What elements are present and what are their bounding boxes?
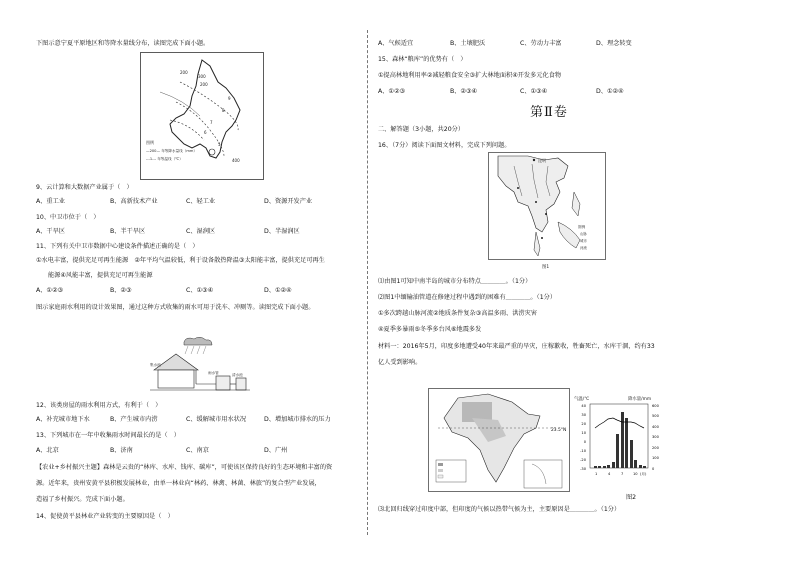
- q13-option-a[interactable]: A、北京: [36, 447, 59, 454]
- q9-stem: 9、云计算和大数据产业属于（ ）: [36, 184, 133, 191]
- intro-text-3-line-1: 【农业+乡村振兴主题】森林是云贵的“林库、水库、钱库、碳库”，可使该区保持良好的生态环境和丰富的资: [36, 464, 333, 471]
- q9-option-b[interactable]: B、高新技术产业: [110, 198, 158, 205]
- material-line-2: 亿人受到影响。: [378, 359, 422, 366]
- q10-option-b[interactable]: B、半干旱区: [110, 228, 146, 235]
- svg-text:40: 40: [581, 404, 586, 408]
- svg-text:20: 20: [581, 422, 586, 426]
- svg-text:200: 200: [652, 446, 659, 450]
- intro-text-2: 图示家庭雨水利用的设计效果图，通过这种方式收集的雨水可用于洗车、冲厕等。读图完成下面小题。: [36, 304, 315, 311]
- q13-option-d[interactable]: D、广州: [264, 447, 288, 454]
- svg-text:0: 0: [652, 467, 655, 471]
- rain-bar: [621, 412, 624, 468]
- climate-temp-axis-label: 气温/℃: [574, 397, 590, 402]
- q10-option-d[interactable]: D、半湿润区: [264, 228, 300, 235]
- svg-text:0: 0: [583, 440, 586, 444]
- q16-1: ⑴由图1可知中南半岛的城市分布特点＿＿＿＿。（1分）: [378, 278, 532, 285]
- rain-bar: [594, 466, 597, 468]
- part2-heading: 二、解答题（3小题，共20分）: [378, 126, 465, 133]
- q11-line-2: 能源④风能丰富，提供充足可再生能源: [48, 272, 153, 279]
- material-line-1: 材料一：2016年5月，印度多地遭受40年来最严重的旱灾，庄稼歉收，牲畜死亡，水库干涸，约有33: [378, 343, 655, 350]
- q14-option-d[interactable]: D、理念转变: [596, 40, 632, 47]
- intro-text-1: 下图示意宁夏平原地区和等降水量线分布，读图完成下面小题。: [36, 40, 210, 47]
- map-label: 200: [200, 82, 208, 87]
- svg-text:10: 10: [633, 472, 638, 476]
- climate-month-ticks: [595, 471, 647, 476]
- q9-options: [36, 198, 312, 206]
- svg-text:-10: -10: [580, 449, 586, 453]
- q13-option-c[interactable]: C、南京: [186, 447, 209, 454]
- q13-stem: 13、下列城市在一年中收集雨水时间最长的是（ ）: [36, 432, 180, 439]
- diagram-label-tank: 清水池: [232, 373, 243, 377]
- svg-text:10: 10: [581, 431, 586, 435]
- q9-option-a[interactable]: A、重工业: [36, 198, 65, 205]
- southeast-asia-map: [488, 152, 606, 270]
- climate-rain-axis-label: 降水量/mm: [628, 397, 652, 402]
- svg-text:600: 600: [652, 404, 659, 408]
- map-label: 9: [228, 96, 231, 101]
- map1-legend-title: 图例: [146, 140, 154, 145]
- map-label: 300: [198, 74, 206, 79]
- q12-option-c[interactable]: C、缓解城市用水状况: [186, 416, 247, 423]
- q9-option-d[interactable]: D、资源开发产业: [264, 198, 313, 205]
- q14-options: [378, 40, 632, 48]
- rain-bar: [607, 465, 610, 468]
- ningxia-map: [140, 52, 264, 180]
- svg-text:400: 400: [652, 425, 659, 429]
- svg-text:(月): (月): [640, 472, 647, 476]
- map-label: 200: [180, 70, 188, 75]
- map2-legend-city: 城市: [580, 239, 587, 243]
- svg-text:-20: -20: [580, 458, 586, 462]
- rainwater-diagram: [150, 336, 250, 396]
- rain-bar: [603, 466, 606, 468]
- map2-legend-title: 图例: [578, 225, 586, 229]
- q11-option-c[interactable]: C、①③④: [186, 287, 214, 294]
- svg-text:-30: -30: [580, 467, 586, 471]
- q13-option-b[interactable]: B、济南: [110, 447, 133, 454]
- figure-2-caption: 图2: [626, 494, 637, 501]
- rain-bar: [634, 460, 637, 468]
- intro-text-3-line-2: 源。近年来，贵州安黄平县积极发展林业，由单一林业向“林药、林禽、林菌、林旅”的复合型产业发展，: [36, 480, 321, 487]
- q12-option-a[interactable]: A、补充城市地下水: [36, 416, 90, 423]
- q15-option-c[interactable]: C、①③④: [520, 88, 548, 95]
- q12-option-d[interactable]: D、增加城市排水的压力: [264, 416, 331, 423]
- climate-chart: [574, 394, 666, 486]
- q12-options: [36, 416, 331, 424]
- rain-bar: [612, 462, 615, 468]
- svg-text:100: 100: [652, 456, 659, 460]
- q11-option-a[interactable]: A、①②③: [36, 287, 64, 294]
- q11-options: [36, 287, 292, 295]
- svg-text:300: 300: [652, 435, 659, 439]
- rain-bar: [598, 466, 601, 468]
- q15-option-d[interactable]: D、①②④: [596, 88, 624, 95]
- map-label: 7: [210, 120, 213, 125]
- q15-option-a[interactable]: A、①②③: [378, 88, 406, 95]
- q16-stem: 16、（7分）阅读下面图文材料，完成下列问题。: [378, 142, 511, 149]
- q12-option-b[interactable]: B、产生城市内涝: [110, 416, 158, 423]
- rain-bar: [639, 465, 642, 468]
- rain-bar: [616, 434, 619, 468]
- q10-stem: 10、中卫市位于（ ）: [36, 214, 100, 221]
- q10-option-c[interactable]: C、湿润区: [186, 228, 216, 235]
- map-label: 400: [232, 158, 240, 163]
- map2-legend-mountain: 山脉: [580, 232, 587, 236]
- q15-stem: 15、森林“粮库”的优势有（ ）: [378, 56, 467, 63]
- map2-caption: 图1: [542, 265, 550, 270]
- q11-option-b[interactable]: B、②③: [110, 287, 132, 294]
- q14-option-b[interactable]: B、土壤肥沃: [450, 40, 486, 47]
- q14-option-c[interactable]: C、劳动力丰富: [520, 40, 562, 47]
- map1-legend-isohyet: —200— 年等降水量线（mm）: [146, 149, 197, 153]
- map1-legend-isotherm: ---1--- 年等温线（℃）: [146, 157, 183, 161]
- india-map: [428, 388, 570, 492]
- column-divider: [367, 30, 368, 535]
- rain-bar: [630, 440, 633, 468]
- q9-option-c[interactable]: C、轻工业: [186, 198, 216, 205]
- q15-options: [378, 88, 624, 96]
- diagram-label-pipe: 雨水管: [208, 371, 219, 375]
- map-label: 5: [218, 142, 221, 147]
- map2-city-label: 昆明: [538, 158, 546, 163]
- q14-option-a[interactable]: A、气候适宜: [378, 40, 414, 47]
- svg-text:500: 500: [652, 414, 659, 418]
- section-title: 第Ⅱ卷: [530, 105, 568, 120]
- svg-text:30: 30: [581, 413, 586, 417]
- q12-stem: 12、该类房屋的雨水利用方式，有利于（ ）: [36, 402, 162, 409]
- svg-text:4: 4: [608, 472, 611, 476]
- svg-text:7: 7: [621, 472, 624, 476]
- q11-line-1: ①水电丰富，提供充足可再生能源 ②年平均气温较低，利于设备散热降温③太阳能丰富，提供充足可再生: [36, 257, 325, 264]
- q10-options: [36, 228, 300, 236]
- q15-option-b[interactable]: B、②③④: [450, 88, 478, 95]
- climate-rain-ticks: [652, 404, 660, 471]
- q16-2: ⑵图1中缅输油管道在修建过程中遇到的困难有＿＿＿＿。（1分）: [378, 294, 557, 301]
- diagram-label-collect: 集水池: [150, 363, 161, 367]
- intro-text-3-line-3: 造福了乡村振兴。完成下面小题。: [36, 496, 129, 503]
- q15-line: ①提高林地利用率②减轻粮食安全③扩大林地面积④开发多元化食物: [378, 72, 562, 79]
- map-label: 8: [222, 108, 225, 113]
- latitude-label: 23.5°N: [551, 428, 567, 433]
- climate-temp-ticks: [580, 404, 587, 471]
- q14-stem: 14、促使黄平县林业产业转变的主要原因是（ ）: [36, 513, 174, 520]
- q16-2-line-1: ①多次跨越山脉河流②地质条件复杂③高温多雨、洪涝灾害: [378, 310, 537, 317]
- svg-text:1: 1: [595, 472, 598, 476]
- q11-stem: 11、下列有关中卫市数据中心建设条件描述正确的是（ ）: [36, 243, 199, 250]
- rain-bar: [625, 418, 628, 468]
- q13-options: [36, 447, 287, 455]
- map-label: 6: [204, 130, 207, 135]
- q10-option-a[interactable]: A、干旱区: [36, 228, 65, 235]
- q16-2-line-2: ④夏季多暴雨⑤冬季多台风⑥地震多发: [378, 326, 482, 333]
- map2-legend-river: 河流: [580, 246, 587, 250]
- q16-3: ⑶北回归线穿过印度中部，但印度的气候以热带气候为主，主要原因是＿＿＿＿。（1分）: [378, 506, 621, 513]
- rain-bar: [643, 466, 646, 468]
- q11-option-d[interactable]: D、①②④: [264, 287, 292, 294]
